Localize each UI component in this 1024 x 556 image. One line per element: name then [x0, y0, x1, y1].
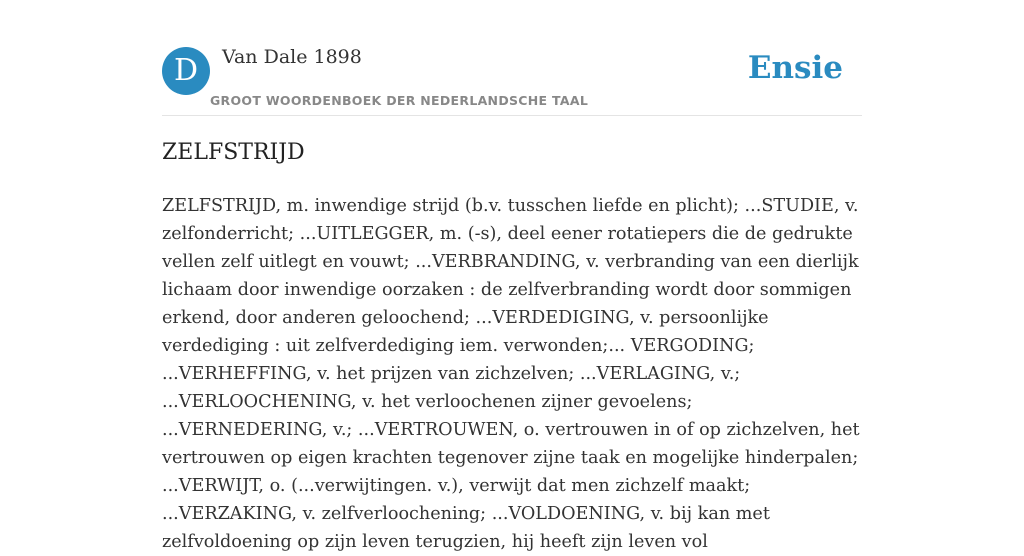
header	[162, 46, 862, 116]
ensie-brand-logo[interactable]: Ensie	[747, 50, 843, 86]
dictionary-logo-badge[interactable]: D	[162, 47, 210, 95]
entry-definition: ZELFSTRIJD, m. inwendige strijd (b.v. tusschen liefde en plicht); ...STUDIE, v. zelfonderricht; ...UITLEGGER, m. (-s), deel eener rotatiepers die de gedrukte vellen zelf uitlegt en vouwt; ...VERBRANDING, v. verbranding van een dierlijk lichaam door inwendige oorzaken : de zelfverbranding wordt door sommigen erkend, door anderen geloochend; ...VERDEDIGING, v. persoonlijke verdediging : uit zelfverdediging iem. verwonden;... VERGODING; ...VERHEFFING, v. het prijzen van zichzelven; ...VERLAGING, v.; ...VERLOOCHENING, v. het verloochenen zijner gevoelens; ...VERNEDERING, v.; ...VERTROUWEN, o. vertrouwen in of op zichzelven, het vertrouwen op eigen krachten tegenover zijne taak en mogelijke hinderpalen; ...VERWIJT, o. (...verwijtingen. v.), verwijt dat men zichzelf maakt; ...VERZAKING, v. zelfverloochening; ...VOLDOENING, v. bij kan met zelfvoldoening op zijn leven terugzien, hij heeft zijn leven vol	[162, 196, 860, 552]
dictionary-subtitle: GROOT WOORDENBOEK DER NEDERLANDSCHE TAAL	[210, 93, 589, 108]
header-divider	[162, 115, 862, 116]
dictionary-name[interactable]: Van Dale 1898	[222, 46, 362, 68]
entry-title: ZELFSTRIJD	[162, 140, 305, 165]
